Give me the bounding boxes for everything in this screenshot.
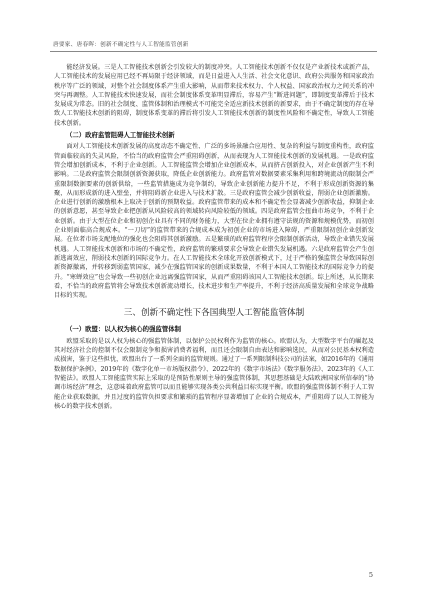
paragraph-eu-regulation: 欧盟采取的是以人权为核心的强监管体制，以保护公民权利作为监管的核心。欧盟认为，大型数字平台的崛起及其对经济社会的控制不仅会限制竞争和损害消费者福利，而且还会限制自由表达和影响选民，从而对公民基本权利造成损害，鉴于这些担忧，欧盟出台了一系列全面的监管规则。通过了一系列限制科技公司的法案，如2016年的《通用数据保护条例》、2019年的《数字化单一市场版权指令》、2022年的《数字市场法》《数字服务法》、2023年的《人工智能法》。欧盟人工智能监管实际上采取的是预防性原则主导的强监管体制，其思想基础是大陆欧洲国家所信奉的“协调市场经济”理念，这意味着政府监管可以而且能够实现各类公共利益目标实现平衡。欧盟的强监管体制不利于人工智能企业获取数据，并且过度的监管负担要求和繁琐的监管程序显著增加了企业的合规成本，严重阻碍了以人工智能为核心的数字技术创新。 [54,337,374,410]
subsection-heading-regulation-hinders-innovation: （二）政府监管阻碍人工智能技术创新 [66,131,175,140]
page-number: 5 [368,571,373,579]
paragraph-regulation-effects: 面对人工智能技术创新发展的高度动态不确定性、广泛的多场景融合应用性、复杂的利益与制度重构性，政府监管面临较高的失灵风险，不恰当的政府监管会严重阻碍创新，从而表现为人工智能技术创新的发展机遇。一是政府监管会增加创新成本，不利于企业创新。人工智能监管会增加企业创新成本，从而挤占创新投入，对企业创新产生不利影响。二是政府监管会限制创新资源获取，降低企业创新能力。政府监管对数据要素采集利用和跨境流动的限制会严重限制数据要素的创新供给，一些监管措施成为竞争制约，导致企业创新能力提升不足，不利于形成创新资源的集聚，从而形成新的进入壁垒，并将阻碍新企业进入与技术扩散。三是政府监管会减少创新收益，削弱企业创新激励。企业进行创新的激励根本上取决于创新的预期收益。政府监管带来的成本和不确定性会显著减少创新收益，抑制企业的创新意愿，甚至导致企业把创新从风险较高的领域转向风险较低的领域。四是政府监管会扭曲市场竞争，不利于企业创新。由于大型在位企业和初创企业具有不同的财务能力，大型在位企业拥有遵守法规的资源和规模优势，而初创企业则面临高合规成本。“一刀切”的监管带来的合规成本成为初创企业的市场进入障碍，严重限制初创企业创新发展。在位者市场支配地位的强化也会阻碍其创新激励。五是繁琐的政府监管程序会限制创新活动，导致企业错失发展机遇。人工智能技术创新和市场的不确定性，政府监管的繁琐要求会导致企业错失发展机遇。六是政府监管会产生创新逃离效应，削弱技术创新的国际竞争力。在人工智能技术全球化开放创新模式下，过于严格的强监管会导致国际创新资源撤离，并转移到弱监管国家，减少在强监管国家的创新成果数量，不利于本国人工智能技术的国际竞争力的提升。“寒蝉效应”也会导致一些初创企业远离强监管国家，从而严重阻碍该国人工智能技术创新。综上所述，从长期来看，不恰当的政府监管将会导致技术创新流动增长，技术进步和生产率提升，不利于经济高质量发展和全球竞争战略目标的实现。 [54,143,374,300]
header-rule [50,51,377,52]
running-header: 唐要家、唐春晖：创新不确定性与人工智能监管创新 [53,42,189,48]
paragraph-institutional-conflict: 能经济发展。三是人工智能技术创新会引发较大的制度冲突。人工智能技术创新不仅仅是产业新技术或新产品，人工智能技术的发展应用已经不再局限于经济领域，而是日益进入人生活、社会文化意识、政府公共服务和国家政治秩序等广泛的领域，对整个社会制度体系产生重大影响，从而带来技术权力、个人权益、国家政治权力之间关系的冲突与再调整。人工智能技术快速发展，而社会制度体系变革明显滞后，容易产生“断进问题”，即制度变革滞后于技术发展成为常态。旧的社会制度、监管体制和治理模式不可能完全适应新技术创新的新要求，由于不确定制度的存在导致人工智能技术创新的阻碍，制度体系变革的滞后将引发人工智能技术创新的制度性风险和不确定性，导致人工智能技术创新。 [54,64,374,127]
section-heading: 三、创新不确定性下各国典型人工智能监管体制 [123,308,305,319]
subsection-heading-eu: （一）欧盟：以人权为核心的强监管体制 [66,325,182,334]
body-text [54,63,374,411]
